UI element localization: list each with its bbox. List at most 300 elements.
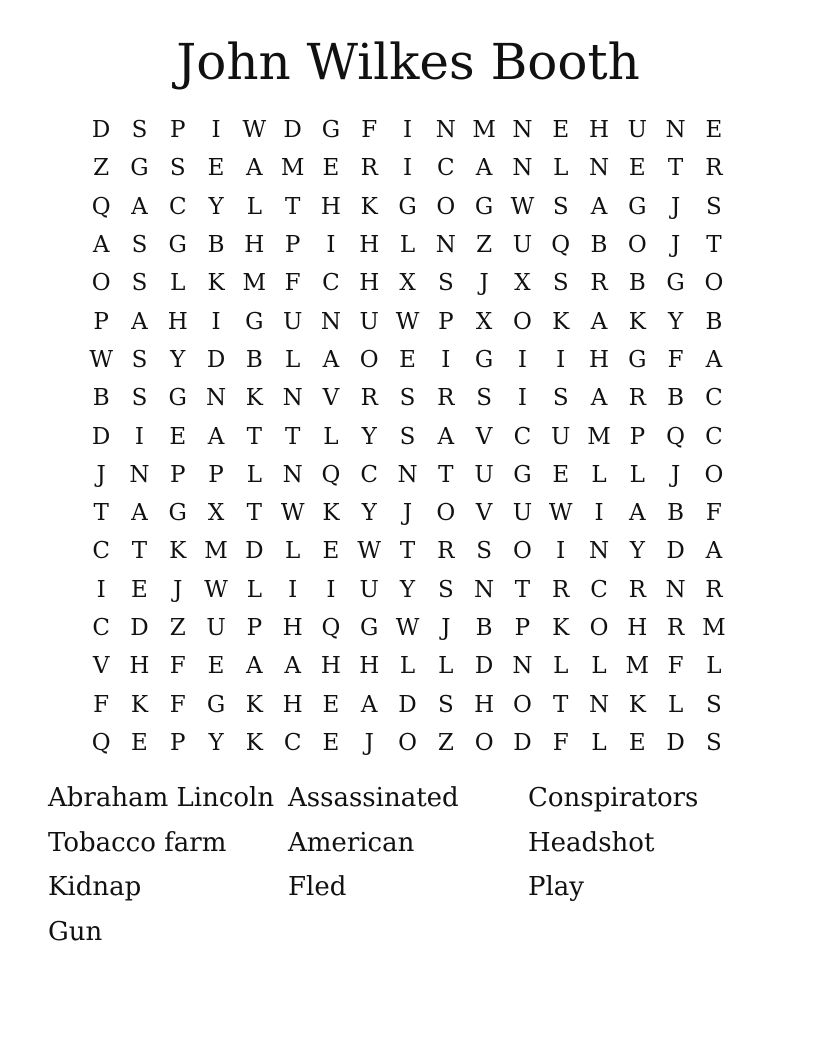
grid-letter: D <box>130 615 149 641</box>
grid-letter: J <box>670 193 681 220</box>
grid-letter: C <box>168 193 187 220</box>
word-list-item: Abraham Lincoln <box>48 783 275 813</box>
grid-letter: O <box>512 538 532 565</box>
grid-letter: D <box>206 346 226 373</box>
grid-letter: H <box>588 346 610 373</box>
grid-letter: D <box>91 117 111 144</box>
grid-letter: B <box>667 385 685 412</box>
grid-letter: N <box>435 232 456 259</box>
word-list-item: Kidnap <box>48 872 142 902</box>
grid-letter: O <box>512 691 532 718</box>
grid-letter: Z <box>437 729 454 756</box>
grid-letter: A <box>360 691 378 718</box>
grid-letter: I <box>594 500 604 527</box>
grid-letter: K <box>322 500 340 527</box>
grid-letter: M <box>472 117 496 144</box>
letter-grid <box>82 111 733 762</box>
grid-letter: D <box>398 691 417 718</box>
grid-letter: S <box>399 385 416 412</box>
grid-letter: H <box>588 117 610 144</box>
grid-letter: S <box>706 729 722 756</box>
grid-letter: B <box>628 270 646 297</box>
grid-letter: A <box>590 193 608 220</box>
grid-letter: W <box>395 615 420 641</box>
word-list-item: Conspirators <box>528 783 699 813</box>
grid-letter: H <box>129 653 150 680</box>
grid-letter: K <box>169 538 187 565</box>
grid-letter: I <box>211 308 221 335</box>
grid-letter: I <box>441 346 451 373</box>
grid-letter: G <box>628 346 647 373</box>
grid-letter: E <box>628 729 646 756</box>
grid-letter: C <box>92 615 110 641</box>
grid-letter: C <box>513 423 532 450</box>
grid-letter: N <box>474 576 495 603</box>
grid-letter: Q <box>91 729 111 756</box>
grid-letter: T <box>514 576 531 603</box>
grid-letter: A <box>92 232 110 259</box>
grid-letter: S <box>131 346 148 373</box>
grid-letter: T <box>438 461 454 488</box>
grid-letter: K <box>360 193 378 220</box>
grid-letter: N <box>665 117 686 144</box>
grid-letter: N <box>588 155 610 182</box>
grid-letter: A <box>284 653 301 680</box>
grid-letter: F <box>705 500 722 527</box>
grid-letter: G <box>628 193 647 220</box>
grid-letter: P <box>438 308 454 335</box>
grid-letter: U <box>512 500 533 527</box>
grid-letter: E <box>552 461 570 488</box>
grid-letter: M <box>242 270 267 297</box>
grid-letter: G <box>168 500 187 527</box>
grid-letter: A <box>131 500 148 527</box>
grid-letter: F <box>667 653 684 680</box>
grid-letter: N <box>205 385 227 412</box>
grid-letter: O <box>436 500 456 527</box>
grid-letter: A <box>590 385 608 412</box>
grid-letter: Y <box>361 500 377 527</box>
grid-letter: C <box>283 729 302 756</box>
grid-letter: W <box>280 500 305 527</box>
grid-letter: S <box>131 232 148 259</box>
word-list-item: Assassinated <box>288 783 459 813</box>
grid-letter: X <box>475 308 493 335</box>
grid-letter: P <box>93 308 109 335</box>
grid-letter: J <box>402 500 413 527</box>
grid-letter: F <box>169 691 186 718</box>
grid-letter: T <box>246 423 262 450</box>
grid-letter: E <box>131 576 148 603</box>
grid-letter: N <box>588 538 610 565</box>
grid-letter: A <box>705 538 723 565</box>
grid-letter: S <box>476 385 492 412</box>
grid-letter: H <box>320 193 341 220</box>
grid-letter: D <box>666 729 685 756</box>
grid-letter: O <box>512 308 532 335</box>
grid-letter: R <box>628 576 646 603</box>
grid-letter: T <box>93 500 109 527</box>
grid-letter: S <box>399 423 416 450</box>
grid-letter: A <box>437 423 455 450</box>
grid-letter: H <box>359 232 380 259</box>
grid-letter: Z <box>169 615 186 641</box>
grid-letter: O <box>359 346 379 373</box>
grid-letter: Y <box>361 423 377 450</box>
grid-letter: B <box>207 232 225 259</box>
grid-letter: I <box>326 576 336 603</box>
grid-letter: P <box>170 461 186 488</box>
grid-letter: L <box>706 653 722 680</box>
grid-letter: E <box>399 346 416 373</box>
grid-letter: Q <box>91 193 111 220</box>
grid-letter: G <box>398 193 417 220</box>
grid-letter: W <box>242 117 267 144</box>
grid-letter: Q <box>551 232 571 259</box>
grid-letter: B <box>475 615 493 641</box>
grid-letter: H <box>627 615 648 641</box>
grid-letter: R <box>628 385 646 412</box>
grid-letter: U <box>627 117 647 144</box>
grid-letter: V <box>92 653 110 680</box>
grid-letter: A <box>246 653 263 680</box>
word-list-item: Headshot <box>528 827 655 858</box>
word-list-item: Play <box>528 872 584 902</box>
grid-letter: B <box>667 500 685 527</box>
grid-letter: N <box>320 308 341 335</box>
word-list-item: Gun <box>48 916 103 947</box>
grid-letter: H <box>167 308 188 335</box>
grid-letter: G <box>513 461 532 488</box>
grid-letter: I <box>134 423 144 450</box>
grid-letter: P <box>629 423 646 450</box>
grid-letter: A <box>475 155 493 182</box>
grid-letter: N <box>512 155 533 182</box>
grid-letter: V <box>475 423 493 450</box>
grid-letter: L <box>667 691 684 718</box>
grid-letter: K <box>245 729 263 756</box>
grid-letter: M <box>625 653 650 680</box>
grid-letter: A <box>705 346 723 373</box>
grid-letter: D <box>666 538 685 565</box>
grid-letter: T <box>553 691 569 718</box>
grid-letter: H <box>359 270 380 297</box>
grid-letter: C <box>705 385 723 412</box>
grid-letter: N <box>665 576 686 603</box>
page-title: John Wilkes Booth <box>176 33 640 91</box>
grid-letter: G <box>130 155 149 182</box>
grid-letter: W <box>204 576 228 603</box>
grid-letter: X <box>207 500 225 527</box>
grid-letter: G <box>245 308 264 335</box>
grid-letter: M <box>204 538 228 565</box>
grid-letter: Z <box>93 155 110 182</box>
grid-letter: G <box>168 232 187 259</box>
grid-letter: O <box>398 729 417 756</box>
grid-letter: F <box>284 270 301 297</box>
grid-letter: E <box>628 155 646 182</box>
grid-letter: S <box>437 270 454 297</box>
grid-letter: O <box>474 729 494 756</box>
grid-letter: L <box>591 729 607 756</box>
grid-letter: R <box>360 385 378 412</box>
grid-letter: O <box>91 270 111 297</box>
grid-letter: Q <box>321 461 341 488</box>
grid-letter: W <box>89 346 113 373</box>
grid-letter: T <box>131 538 148 565</box>
grid-letter: L <box>629 461 645 488</box>
grid-letter: Y <box>208 193 224 220</box>
grid-letter: D <box>283 117 302 144</box>
grid-letter: S <box>552 385 569 412</box>
grid-letter: A <box>131 193 148 220</box>
grid-letter: B <box>245 346 263 373</box>
grid-letter: L <box>553 653 569 680</box>
grid-letter: C <box>322 270 340 297</box>
grid-letter: W <box>548 500 573 527</box>
grid-letter: Z <box>476 232 493 259</box>
grid-letter: L <box>591 653 607 680</box>
grid-letter: L <box>399 653 416 680</box>
grid-letter: Q <box>321 615 341 641</box>
grid-letter: R <box>590 270 608 297</box>
grid-letter: V <box>475 500 493 527</box>
grid-letter: F <box>667 346 684 373</box>
grid-letter: A <box>246 155 263 182</box>
grid-letter: L <box>284 346 301 373</box>
grid-letter: T <box>284 193 301 220</box>
grid-letter: U <box>551 423 571 450</box>
grid-letter: L <box>246 576 262 603</box>
grid-letter: E <box>207 653 225 680</box>
grid-letter: N <box>435 117 456 144</box>
grid-letter: U <box>474 461 494 488</box>
grid-letter: G <box>474 193 494 220</box>
grid-letter: F <box>552 729 569 756</box>
word-list-item: Tobacco farm <box>48 827 227 858</box>
grid-letter: A <box>628 500 646 527</box>
grid-letter: I <box>556 538 566 565</box>
grid-letter: F <box>169 653 186 680</box>
grid-letter: A <box>322 346 340 373</box>
grid-letter: M <box>587 423 611 450</box>
grid-letter: E <box>207 155 225 182</box>
grid-letter: S <box>552 193 569 220</box>
grid-letter: P <box>514 615 531 641</box>
grid-letter: C <box>705 423 723 450</box>
grid-letter: D <box>245 538 264 565</box>
grid-letter: S <box>476 538 492 565</box>
grid-letter: G <box>168 385 187 412</box>
grid-letter: K <box>628 308 646 335</box>
grid-letter: L <box>323 423 339 450</box>
grid-letter: T <box>284 423 301 450</box>
grid-letter: K <box>245 691 263 718</box>
grid-letter: V <box>322 385 340 412</box>
grid-letter: G <box>360 615 379 641</box>
grid-letter: E <box>322 729 340 756</box>
grid-letter: E <box>169 423 187 450</box>
grid-letter: G <box>206 691 226 718</box>
grid-letter: C <box>92 538 110 565</box>
grid-letter: S <box>131 117 148 144</box>
grid-letter: G <box>474 346 494 373</box>
grid-letter: F <box>361 117 378 144</box>
grid-letter: Y <box>629 538 645 565</box>
grid-letter: A <box>131 308 148 335</box>
grid-letter: Y <box>170 346 186 373</box>
grid-letter: P <box>284 232 301 259</box>
grid-letter: K <box>552 615 570 641</box>
grid-letter: C <box>437 155 455 182</box>
grid-letter: T <box>399 538 416 565</box>
word-list-item: American <box>288 827 415 858</box>
grid-letter: L <box>553 155 569 182</box>
grid-letter: C <box>590 576 608 603</box>
grid-letter: K <box>130 691 149 718</box>
grid-letter: I <box>211 117 221 144</box>
grid-letter: P <box>170 729 186 756</box>
grid-letter: S <box>706 193 722 220</box>
grid-letter: J <box>173 576 183 603</box>
grid-letter: Y <box>208 729 224 756</box>
grid-letter: F <box>93 691 110 718</box>
grid-letter: U <box>282 308 303 335</box>
grid-letter: M <box>702 615 726 641</box>
grid-letter: N <box>129 461 150 488</box>
grid-letter: W <box>510 193 535 220</box>
grid-letter: I <box>556 346 566 373</box>
grid-letter: O <box>704 461 724 488</box>
grid-letter: S <box>437 691 454 718</box>
grid-letter: J <box>670 461 681 488</box>
grid-letter: S <box>131 385 148 412</box>
word-list-item: Fled <box>288 872 347 902</box>
grid-letter: K <box>207 270 225 297</box>
grid-letter: R <box>705 576 723 603</box>
grid-letter: L <box>399 232 416 259</box>
grid-letter: O <box>704 270 724 297</box>
grid-letter: T <box>706 232 722 259</box>
grid-letter: S <box>552 270 569 297</box>
grid-letter: H <box>474 691 495 718</box>
grid-letter: E <box>705 117 723 144</box>
grid-letter: K <box>628 691 646 718</box>
grid-letter: H <box>282 615 303 641</box>
grid-letter: T <box>246 500 262 527</box>
grid-letter: G <box>666 270 685 297</box>
grid-letter: D <box>91 423 111 450</box>
grid-letter: B <box>92 385 110 412</box>
grid-letter: J <box>670 232 681 259</box>
grid-letter: L <box>246 193 262 220</box>
grid-letter: H <box>244 232 265 259</box>
grid-letter: J <box>96 461 106 488</box>
grid-letter: K <box>552 308 570 335</box>
grid-letter: N <box>512 117 533 144</box>
grid-letter: M <box>280 155 305 182</box>
grid-letter: X <box>399 270 416 297</box>
grid-letter: W <box>357 538 382 565</box>
grid-letter: N <box>588 691 610 718</box>
grid-letter: C <box>360 461 379 488</box>
grid-letter: U <box>359 308 379 335</box>
grid-letter: I <box>326 232 336 259</box>
grid-letter: D <box>474 653 494 680</box>
grid-letter: R <box>437 538 455 565</box>
grid-letter: L <box>591 461 607 488</box>
grid-letter: N <box>282 461 303 488</box>
grid-letter: I <box>402 117 413 144</box>
grid-letter: P <box>170 117 186 144</box>
grid-letter: E <box>322 538 340 565</box>
grid-letter: R <box>552 576 570 603</box>
grid-letter: H <box>282 691 303 718</box>
grid-letter: B <box>705 308 723 335</box>
grid-letter: L <box>170 270 186 297</box>
grid-letter: E <box>131 729 148 756</box>
grid-letter: O <box>627 232 647 259</box>
grid-letter: U <box>206 615 226 641</box>
grid-letter: N <box>282 385 303 412</box>
grid-letter: B <box>590 232 608 259</box>
grid-letter: A <box>590 308 608 335</box>
grid-letter: S <box>131 270 148 297</box>
grid-letter: I <box>517 346 527 373</box>
grid-letter: U <box>512 232 533 259</box>
grid-letter: S <box>169 155 186 182</box>
grid-letter: Q <box>666 423 686 450</box>
grid-letter: E <box>322 155 340 182</box>
grid-letter: S <box>706 691 722 718</box>
grid-letter: J <box>479 270 489 297</box>
grid-letter: L <box>246 461 262 488</box>
grid-letter: R <box>666 615 685 641</box>
grid-letter: D <box>513 729 532 756</box>
word-list <box>48 778 768 956</box>
grid-letter: K <box>245 385 263 412</box>
grid-letter: U <box>359 576 379 603</box>
grid-letter: N <box>397 461 418 488</box>
grid-letter: E <box>552 117 570 144</box>
grid-letter: N <box>512 653 533 680</box>
grid-letter: I <box>402 155 413 182</box>
grid-letter: E <box>322 691 340 718</box>
grid-letter: S <box>437 576 454 603</box>
grid-letter: Y <box>668 308 684 335</box>
grid-letter: R <box>437 385 455 412</box>
grid-letter: I <box>288 576 298 603</box>
grid-letter: J <box>364 729 374 756</box>
grid-letter: L <box>438 653 454 680</box>
grid-letter: P <box>246 615 263 641</box>
grid-letter: P <box>208 461 224 488</box>
grid-letter: A <box>207 423 225 450</box>
grid-letter: G <box>321 117 341 144</box>
grid-letter: O <box>589 615 609 641</box>
grid-letter: H <box>320 653 341 680</box>
grid-letter: R <box>705 155 723 182</box>
grid-letter: W <box>395 308 420 335</box>
grid-letter: J <box>441 615 451 641</box>
grid-letter: T <box>667 155 684 182</box>
grid-letter: H <box>359 653 380 680</box>
grid-letter: I <box>517 385 527 412</box>
grid-letter: O <box>436 193 456 220</box>
grid-letter: I <box>96 576 106 603</box>
grid-letter: X <box>514 270 531 297</box>
grid-letter: L <box>284 538 301 565</box>
